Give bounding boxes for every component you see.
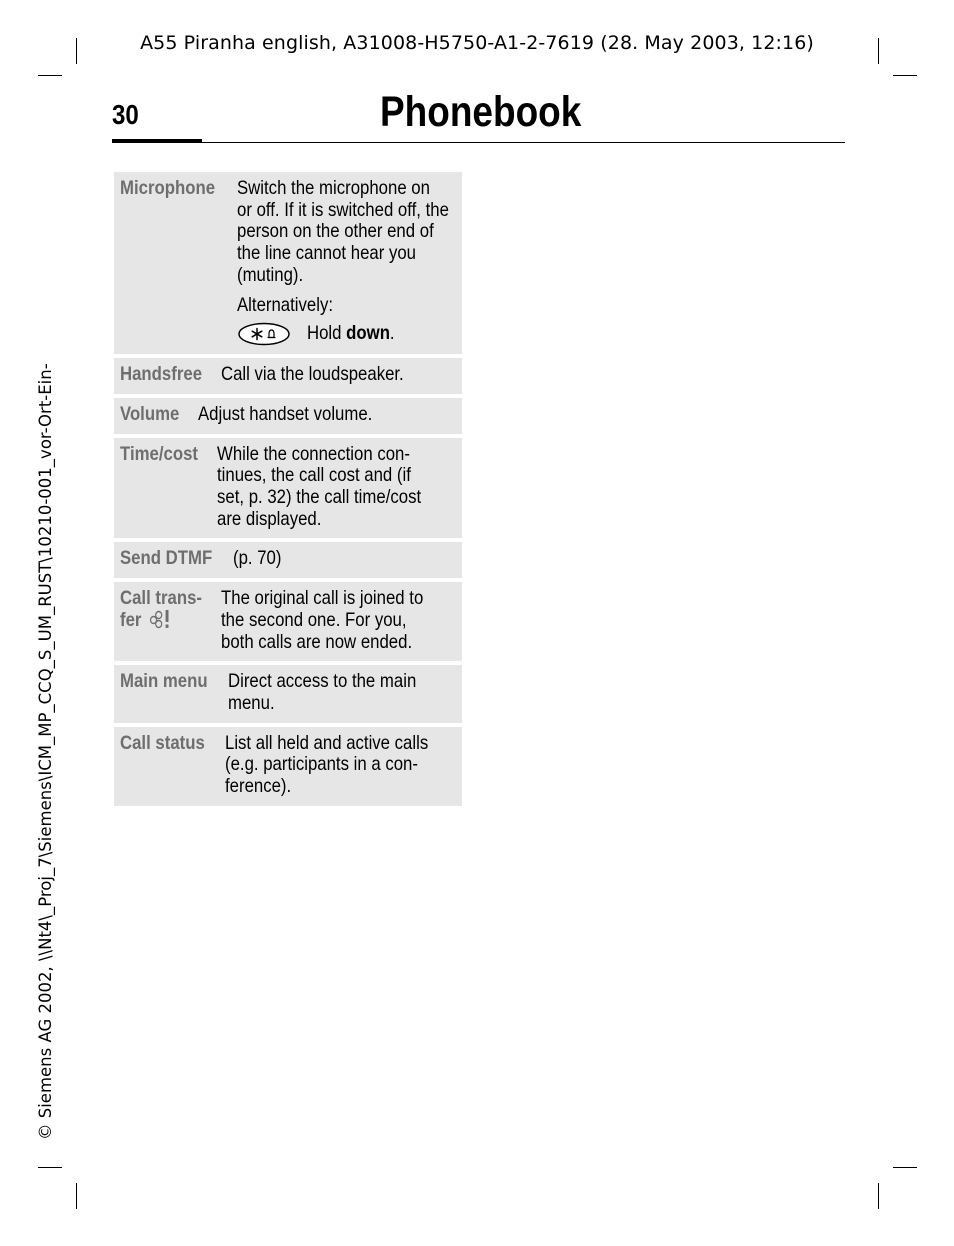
table-row bbox=[114, 727, 462, 806]
crop-mark bbox=[878, 1183, 879, 1209]
table-row bbox=[114, 582, 462, 661]
option-label: Volume bbox=[120, 402, 180, 425]
crop-mark bbox=[893, 75, 917, 76]
option-description: Switch the microphone on or off. If it is switched off, the person on the other end of the line cannot hear you (muting). Alternatively: Hold down. bbox=[231, 178, 501, 346]
crop-mark bbox=[76, 1183, 77, 1209]
page-title: Phonebook bbox=[380, 88, 582, 136]
side-copyright-text: © Siemens AG 2002, \\Nt4\_Proj_7\Siemens\ICM_MP_CCQ_S_UM_RUST\10210-001_vor-Ort-Ein- bbox=[36, 363, 55, 1140]
option-label: Handsfree bbox=[120, 363, 203, 386]
option-label: Send DTMF bbox=[120, 547, 213, 570]
crop-mark bbox=[893, 1167, 917, 1168]
crop-mark bbox=[38, 75, 62, 76]
star-key-icon bbox=[237, 322, 291, 346]
option-label: Call trans- fer bbox=[120, 587, 203, 632]
option-description: While the connection con- tinues, the call cost and (if set, p. 32) the call time/cost are displayed. bbox=[216, 442, 421, 530]
header-rule bbox=[112, 142, 845, 143]
network-service-icon bbox=[148, 609, 174, 629]
option-description: Direct access to the main menu. bbox=[227, 670, 417, 714]
options-table bbox=[114, 172, 462, 810]
table-row bbox=[114, 358, 462, 394]
table-row bbox=[114, 398, 462, 434]
option-label: Microphone bbox=[120, 177, 216, 199]
option-description: List all held and active calls (e.g. participants in a con- ference). bbox=[224, 731, 428, 798]
crop-mark bbox=[38, 1167, 62, 1168]
option-description: (p. 70) bbox=[233, 547, 282, 570]
table-row bbox=[114, 542, 462, 578]
option-label: Time/cost bbox=[120, 442, 198, 465]
hold-instruction: Hold down. bbox=[306, 322, 395, 345]
page-number: 30 bbox=[112, 99, 139, 130]
key-instruction bbox=[237, 322, 497, 346]
document-header: A55 Piranha english, A31008-H5750-A1-2-7619 (28. May 2003, 12:16) bbox=[140, 32, 814, 54]
option-description: Call via the loudspeaker. bbox=[221, 363, 405, 386]
table-row bbox=[114, 172, 462, 354]
option-description: The original call is joined to the second one. For you, both calls are now ended. bbox=[221, 587, 424, 653]
option-label: Call status bbox=[120, 731, 205, 754]
table-row bbox=[114, 665, 462, 722]
option-description: Adjust handset volume. bbox=[198, 402, 373, 425]
option-label: Main menu bbox=[120, 670, 208, 693]
table-row bbox=[114, 438, 462, 539]
